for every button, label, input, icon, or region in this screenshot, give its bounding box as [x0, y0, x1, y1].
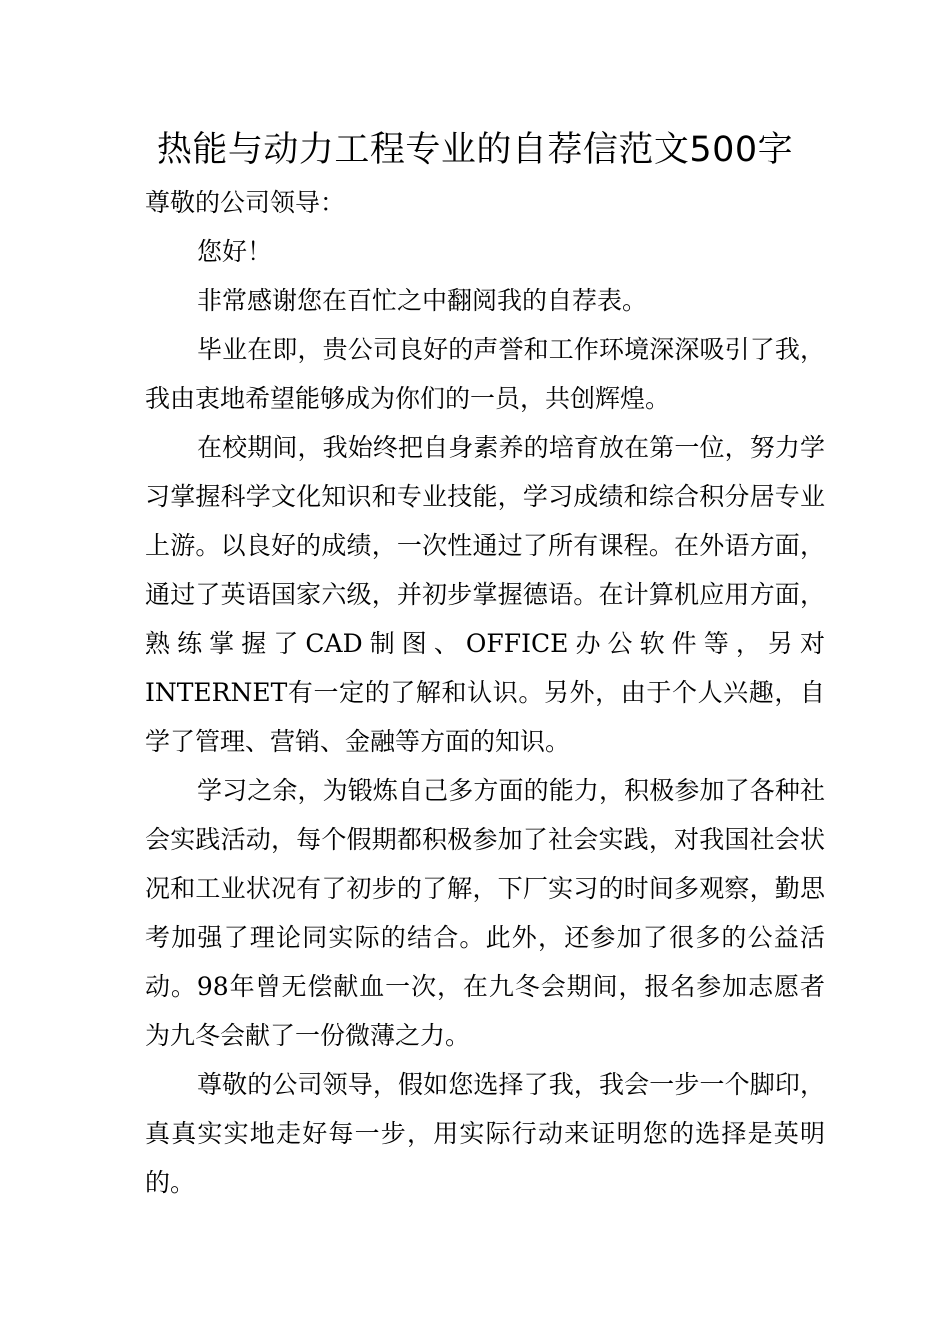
closing-paragraph: 尊敬的公司领导，假如您选择了我，我会一步一个脚印，真真实实地走好每一步，用实际行动来证明您的选择是英明的。	[145, 1070, 825, 1197]
activities-paragraph: 学习之余，为锻炼自己多方面的能力，积极参加了各种社会实践活动，每个假期都积极参加了社会实践，对我国社会状况和工业状况有了初步的了解，下厂实习的时间多观察，勤思考加强了理论同实际的结合。此外，还参加了很多的公益活动。98年曾无偿献血一次，在九冬会期间，报名参加志愿者为九冬会献了一份微薄之力。	[145, 776, 825, 1050]
thanks-paragraph: 非常感谢您在百忙之中翻阅我的自荐表。	[197, 286, 648, 315]
intro-paragraph: 毕业在即，贵公司良好的声誉和工作环境深深吸引了我，我由衷地希望能够成为你们的一员，共创辉煌。	[145, 335, 825, 413]
letter-body	[145, 178, 825, 1207]
greeting-paragraph: 您好！	[197, 237, 273, 266]
salutation: 尊敬的公司领导：	[145, 188, 346, 217]
document-title: 热能与动力工程专业的自荐信范文500字	[156, 130, 794, 170]
education-paragraph: 在校期间，我始终把自身素养的培育放在第一位，努力学习掌握科学文化知识和专业技能，学习成绩和综合积分居专业上游。以良好的成绩，一次性通过了所有课程。在外语方面，通过了英语国家六级，并初步掌握德语。在计算机应用方面，熟练掌握了CAD制图、OFFICE办公软件等，另对INTERNET有一定的了解和认识。另外，由于个人兴趣，自学了管理、营销、金融等方面的知识。	[145, 433, 825, 756]
